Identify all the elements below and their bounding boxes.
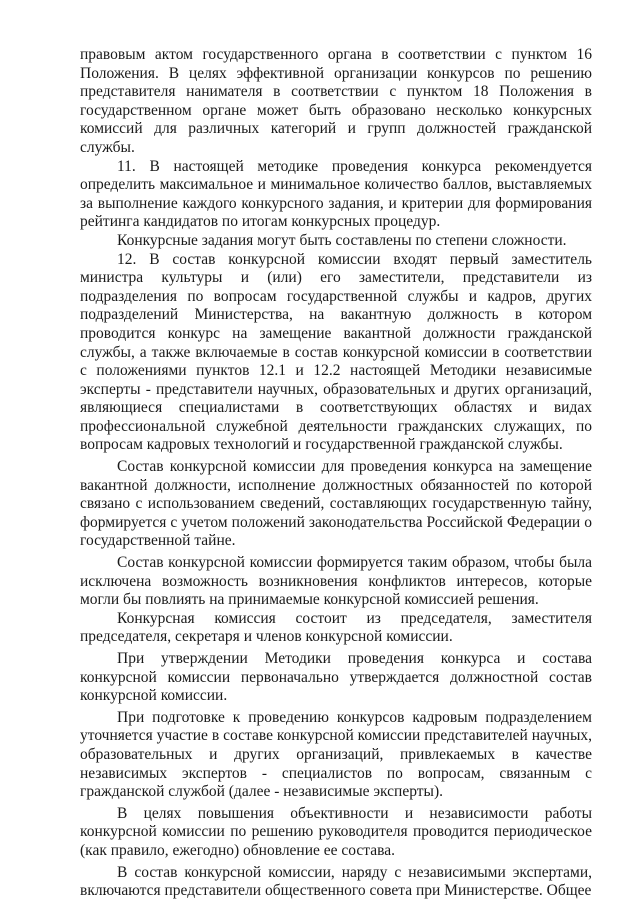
paragraph-conflict-of-interest: Состав конкурсной комиссии формируется таким образом, чтобы была исключена возможность возникновения конфликтов интересов, которые могли бы повлиять на принимаемые конкурсной комиссией решения.: [80, 554, 592, 609]
paragraph-approval: При утверждении Методики проведения конкурса и состава конкурсной комиссии первоначально утверждается должностной состав конкурсной комиссии.: [80, 650, 592, 705]
paragraph-independent-experts: При подготовке к проведению конкурсов кадровым подразделением уточняется участие в составе конкурсной комиссии представителей научных, образовательных и других организаций, привлекаемых в качестве независимых экспертов - специалистов по вопросам, связанным с гражданской службой (далее - независимые эксперты).: [80, 708, 592, 801]
paragraph-state-secret: Состав конкурсной комиссии для проведения конкурса на замещение вакантной должности, исполнение должностных обязанностей по которой связано с использованием сведений, составляющих государственную тайну, формируется с учетом положений законодательства Российской Федерации о государственной тайне.: [80, 458, 592, 550]
paragraph-periodic-update: В целях повышения объективности и независимости работы конкурсной комиссии по решению руководителя проводится периодическое (как правило, ежегодно) обновление ее состава.: [80, 804, 592, 859]
document-page: [80, 46, 592, 901]
paragraph-continuation: правовым актом государственного органа в соответствии с пунктом 16 Положения. В целях эффективной организации конкурсов по решению представителя нанимателя в соответствии с пунктом 18 Положения в государственном органе может быть образовано несколько конкурсных комиссий для различных категорий и групп должностей гражданской службы.: [80, 46, 592, 156]
paragraph-item-11: 11. В настоящей методике проведения конкурса рекомендуется определить максимальное и минимальное количество баллов, выставляемых за выполнение каждого конкурсного задания, и критерии для формирования рейтинга кандидатов по итогам конкурсных процедур.: [80, 157, 592, 231]
paragraph-commission-structure: Конкурсная комиссия состоит из председателя, заместителя председателя, секретаря и членов конкурсной комиссии.: [80, 609, 592, 646]
paragraph-public-council: В состав конкурсной комиссии, наряду с независимыми экспертами, включаются представители общественного совета при Министерстве. Общее: [80, 863, 592, 900]
paragraph-item-12: 12. В состав конкурсной комиссии входят первый заместитель министра культуры и (или) его заместители, представители из подразделения по вопросам государственной службы и кадров, других подразделений Министерства, на вакантную должность в котором проводится конкурс на замещение вакантной должности гражданской службы, а также включаемые в состав конкурсной комиссии в соответствии с положениями пунктов 12.1 и 12.2 настоящей Методики независимые эксперты - представители научных, образовательных и других организаций, являющиеся специалистами в соответствующих областях и видах профессиональной служебной деятельности гражданских служащих, по вопросам кадровых технологий и государственной гражданской службы.: [80, 250, 592, 454]
paragraph-tasks-complexity: Конкурсные задания могут быть составлены по степени сложности.: [117, 231, 567, 249]
